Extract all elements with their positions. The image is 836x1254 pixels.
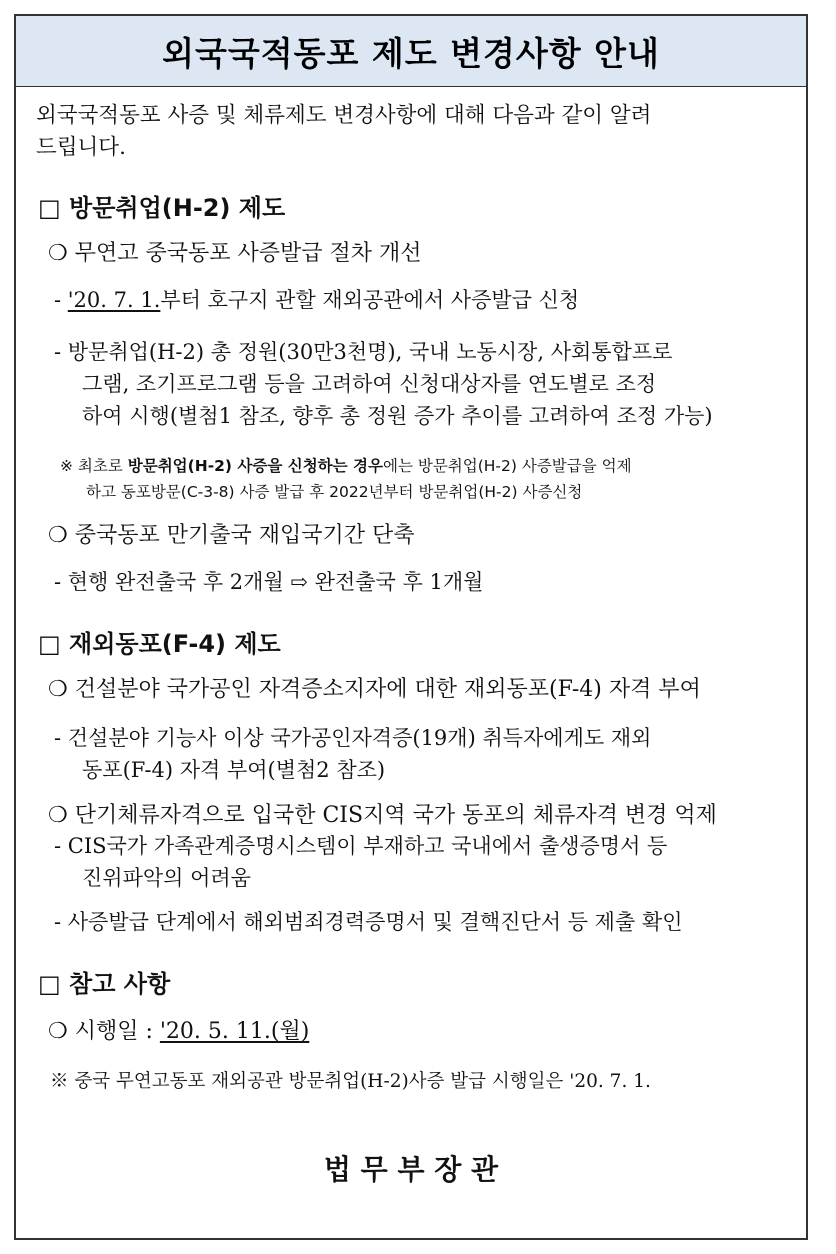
apply-text: 부터 호구지 관할 재외공관에서 사증발급 신청: [160, 288, 580, 312]
page-title: 외국국적동포 제도 변경사항 안내: [162, 33, 660, 73]
section-ref-heading: □ 참고 사항: [38, 970, 171, 998]
note-prefix: ※ 최초로: [60, 457, 128, 475]
f4-dash-cis-line-2: 진위파악의 어려움: [82, 866, 251, 890]
h2-note-line-1: [60, 452, 632, 480]
intro-line-1: 외국국적동포 사증 및 체류제도 변경사항에 대해 다음과 같이 알려: [36, 103, 652, 128]
section-f4-heading: □ 재외동포(F-4) 제도: [38, 630, 281, 658]
f4-dash-cis-line-1: - CIS국가 가족관계증명시스템이 부재하고 국내에서 출생증명서 등: [54, 834, 668, 858]
h2-dash-quota-line-1: - 방문취업(H-2) 총 정원(30만3천명), 국내 노동시장, 사회통합프로: [54, 340, 673, 364]
ref-bullet-date: [48, 1018, 309, 1046]
note-bold: 방문취업(H-2) 사증을 신청하는 경우: [127, 457, 383, 475]
h2-dash-quota-line-2: 그램, 조기프로그램 등을 고려하여 신청대상자를 연도별로 조정: [82, 372, 657, 396]
h2-dash-apply-date: [54, 286, 579, 314]
section-h2-heading: □ 방문취업(H-2) 제도: [38, 194, 286, 222]
effective-date-label: ❍ 시행일 :: [48, 1019, 160, 1044]
signature: 법 무 부 장 관: [323, 1153, 499, 1186]
f4-bullet-cis: ❍ 단기체류자격으로 입국한 CIS지역 국가 동포의 체류자격 변경 억제: [48, 803, 717, 828]
effective-date: '20. 5. 11.(월): [159, 1019, 310, 1044]
f4-dash-docs: - 사증발급 단계에서 해외범죄경력증명서 및 결핵진단서 등 제출 확인: [54, 910, 683, 934]
notice-frame: [14, 14, 808, 1240]
h2-dash-quota-line-3: 하여 시행(별첨1 참조, 향후 총 정원 증가 추이를 고려하여 조정 가능): [82, 404, 713, 428]
f4-dash-cert-line-2: 동포(F-4) 자격 부여(별첨2 참조): [82, 758, 386, 782]
h2-note-line-2: 하고 동포방문(C-3-8) 사증 발급 후 2022년부터 방문취업(H-2) 사증신청: [86, 483, 583, 501]
dash-prefix: -: [54, 288, 68, 312]
note-rest: 에는 방문취업(H-2) 사증발급을 억제: [382, 457, 632, 475]
title-bar: [16, 16, 806, 87]
f4-bullet-construction: ❍ 건설분야 국가공인 자격증소지자에 대한 재외동포(F-4) 자격 부여: [48, 677, 701, 702]
h2-bullet-reentry: ❍ 중국동포 만기출국 재입국기간 단축: [48, 523, 415, 548]
apply-date: '20. 7. 1.: [67, 288, 161, 312]
intro-line-2: 드립니다.: [36, 135, 126, 160]
f4-dash-cert-line-1: - 건설분야 기능사 이상 국가공인자격증(19개) 취득자에게도 재외: [54, 726, 652, 750]
ref-note: ※ 중국 무연고동포 재외공관 방문취업(H-2)사증 발급 시행일은 '20. 7. 1.: [50, 1071, 651, 1092]
h2-dash-period: - 현행 완전출국 후 2개월 ⇨ 완전출국 후 1개월: [54, 570, 484, 594]
h2-bullet-visa-process: ❍ 무연고 중국동포 사증발급 절차 개선: [48, 241, 422, 266]
